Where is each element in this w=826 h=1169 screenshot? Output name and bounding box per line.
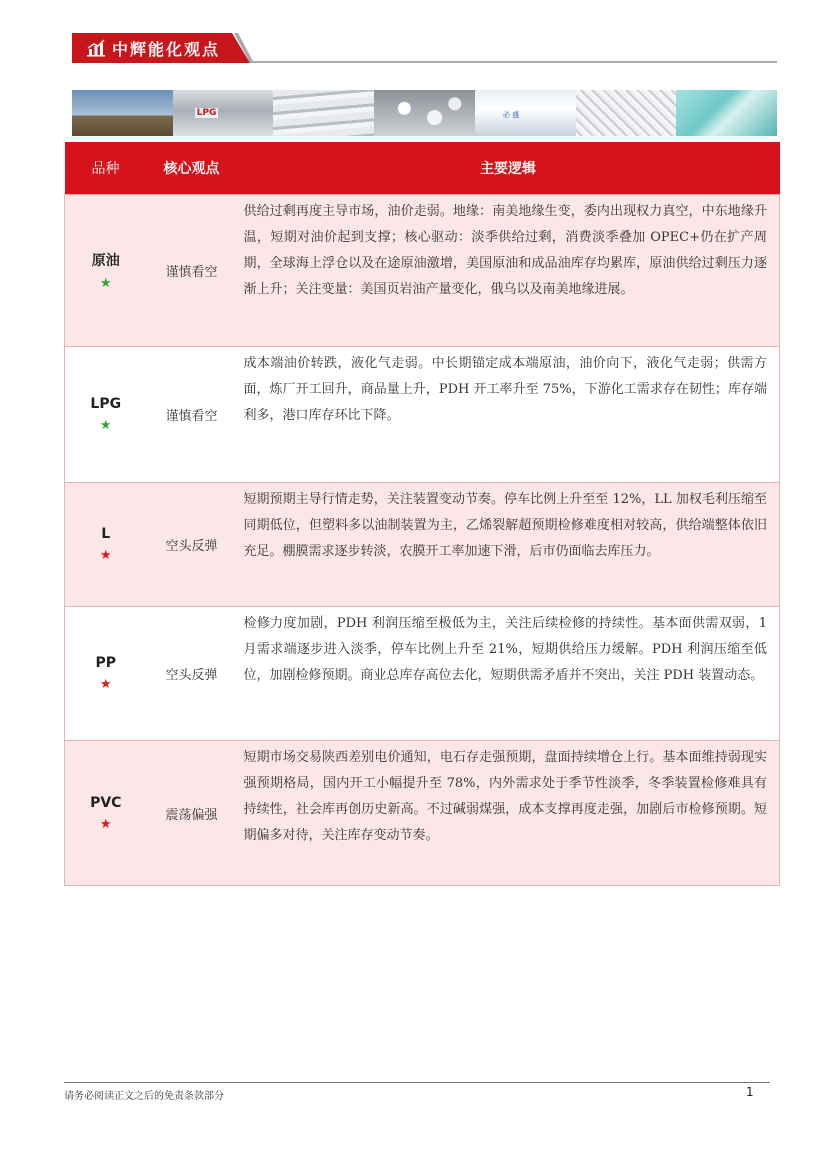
table-row: [65, 483, 780, 607]
header-main-logic: 主要逻辑: [237, 142, 780, 195]
star-icon: ★: [99, 677, 112, 692]
star-icon: ★: [99, 276, 112, 291]
core-view: 谨慎看空: [147, 347, 237, 483]
variety-name: 原油: [91, 253, 120, 269]
section-header: [72, 33, 777, 63]
star-icon: ★: [99, 548, 112, 563]
views-table: [64, 142, 780, 886]
package-image: [475, 90, 576, 136]
variety-cell: [65, 741, 147, 886]
variety-name: PP: [95, 655, 117, 671]
glass-panels-image: [676, 90, 777, 136]
footer-divider: [64, 1082, 770, 1083]
table-row: [65, 741, 780, 886]
star-icon: ★: [99, 816, 112, 832]
main-logic: 短期市场交易陕西差别电价通知，电石存走强预期，盘面持续增仓上行。基本面维持弱现实强预期格局，国内开工小幅提升至 78%，内外需求处于季节性淡季，冬季装置检修难具有持续性，社会库再创历史新高。不过碱弱煤强，成本支撑再度走强，加剧后市检修预期。短期偏多对待，关注库存变动节奏。: [237, 741, 780, 886]
main-logic: 检修力度加剧，PDH 利润压缩至极低为主，关注后续检修的持续性。基本面供需双弱，1 月需求端逐步进入淡季，停车比例上升至 21%，短期供给压力缓解。PDH 利润压缩至低位，加剧检修预期。商业总库存高位去化，短期供需矛盾并不突出，关注 PDH 装置动态。: [237, 607, 780, 741]
lpg-tank-image: [173, 90, 274, 136]
core-view: 谨慎看空: [147, 195, 237, 347]
page-number: 1: [746, 1085, 754, 1099]
table-row: [65, 195, 780, 347]
main-logic: 短期预期主导行情走势，关注装置变动节奏。停车比例上升至至 12%，LL 加权毛利压缩至同期低位，但塑料多以油制装置为主，乙烯裂解超预期检修难度相对较高，供给端整体依旧充足。棚膜需求逐步转淡，农膜开工率加速下滑，后市仍面临去库压力。: [237, 483, 780, 607]
footer-disclaimer: 请务必阅读正文之后的免责条款部分: [64, 1091, 224, 1102]
variety-cell: [65, 347, 147, 483]
variety-name: LPG: [90, 396, 122, 412]
header-title: 中辉能化观点: [112, 40, 221, 59]
package-label: 必 盛: [502, 111, 520, 119]
main-logic: 成本端油价转跌，液化气走弱。中长期锚定成本端原油，油价向下，液化气走弱；供需方面，炼厂开工回升，商品量上升，PDH 开工率升至 75%，下游化工需求存在韧性；库存端利多，港口库存环比下降。: [237, 347, 780, 483]
pipes-image: [273, 90, 374, 136]
oil-pump-image: [72, 90, 173, 136]
pellets-image: [374, 90, 475, 136]
table-row: [65, 607, 780, 741]
variety-cell: [65, 483, 147, 607]
variety-cell: [65, 195, 147, 347]
header-underline: [252, 61, 777, 63]
table-header-row: [65, 142, 780, 195]
core-view: 空头反弹: [147, 607, 237, 741]
core-view: 空头反弹: [147, 483, 237, 607]
product-banner: [72, 90, 777, 136]
main-logic: 供给过剩再度主导市场，油价走弱。地缘：南美地缘生变，委内出现权力真空，中东地缘升温，短期对油价起到支撑；核心驱动：淡季供给过剩，消费淡季叠加 OPEC+仍在扩产周期，全球海上浮仓以及在途原油激增，美国原油和成品油库存均累库，原油供给过剩压力逐渐上升；关注变量：美国页岩油产量变化，俄乌以及南美地缘进展。: [237, 195, 780, 347]
variety-name: PVC: [90, 794, 122, 811]
star-icon: ★: [99, 418, 112, 433]
variety-cell: [65, 607, 147, 741]
granules-image: [576, 90, 677, 136]
bar-chart-icon: [86, 39, 106, 57]
header-core-view: 核心观点: [147, 142, 237, 195]
header-variety: 品种: [65, 142, 147, 195]
table-row: [65, 347, 780, 483]
lpg-tank-label: LPG: [196, 108, 217, 118]
core-view: 震荡偏强: [147, 741, 237, 886]
variety-name: L: [101, 526, 111, 542]
